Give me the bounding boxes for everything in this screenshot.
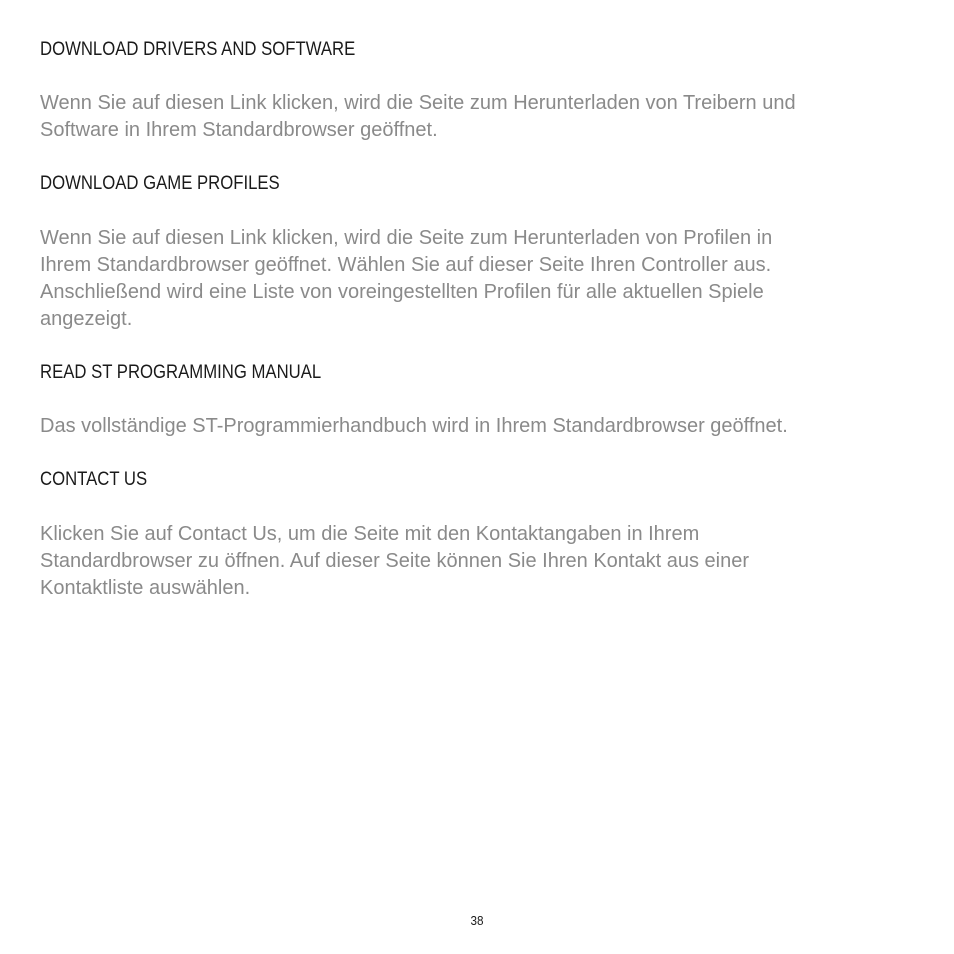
paragraph-line: Wenn Sie auf diesen Link klicken, wird die Seite zum Herunterladen von Treibern und	[40, 92, 796, 114]
paragraph-line: angezeigt.	[40, 308, 133, 330]
paragraph-read-st-programming-manual	[40, 413, 914, 440]
paragraph-line: Das vollständige ST-Programmierhandbuch wird in Ihrem Standardbrowser geöffnet.	[40, 415, 788, 437]
paragraph-line: Anschließend wird eine Liste von voreingestellten Profilen für alle aktuellen Spiele	[40, 281, 764, 303]
paragraph-line: Wenn Sie auf diesen Link klicken, wird die Seite zum Herunterladen von Profilen in	[40, 227, 773, 249]
heading-download-drivers: DOWNLOAD DRIVERS AND SOFTWARE	[40, 39, 356, 60]
paragraph-line: Ihrem Standardbrowser geöffnet. Wählen Sie auf dieser Seite Ihren Controller aus.	[40, 254, 772, 276]
paragraph-download-drivers	[40, 90, 914, 144]
paragraph-contact-us	[40, 521, 914, 602]
paragraph-download-game-profiles	[40, 225, 914, 333]
heading-download-game-profiles: DOWNLOAD GAME PROFILES	[40, 173, 280, 194]
paragraph-line: Kontaktliste auswählen.	[40, 577, 251, 599]
heading-read-st-programming-manual: READ ST PROGRAMMING MANUAL	[40, 362, 322, 383]
paragraph-line: Klicken Sie auf Contact Us, um die Seite mit den Kontaktangaben in Ihrem	[40, 523, 700, 545]
paragraph-line: Software in Ihrem Standardbrowser geöffnet.	[40, 119, 438, 141]
heading-contact-us: CONTACT US	[40, 469, 148, 490]
paragraph-line: Standardbrowser zu öffnen. Auf dieser Seite können Sie Ihren Kontakt aus einer	[40, 550, 749, 572]
page-number: 38	[470, 913, 484, 928]
